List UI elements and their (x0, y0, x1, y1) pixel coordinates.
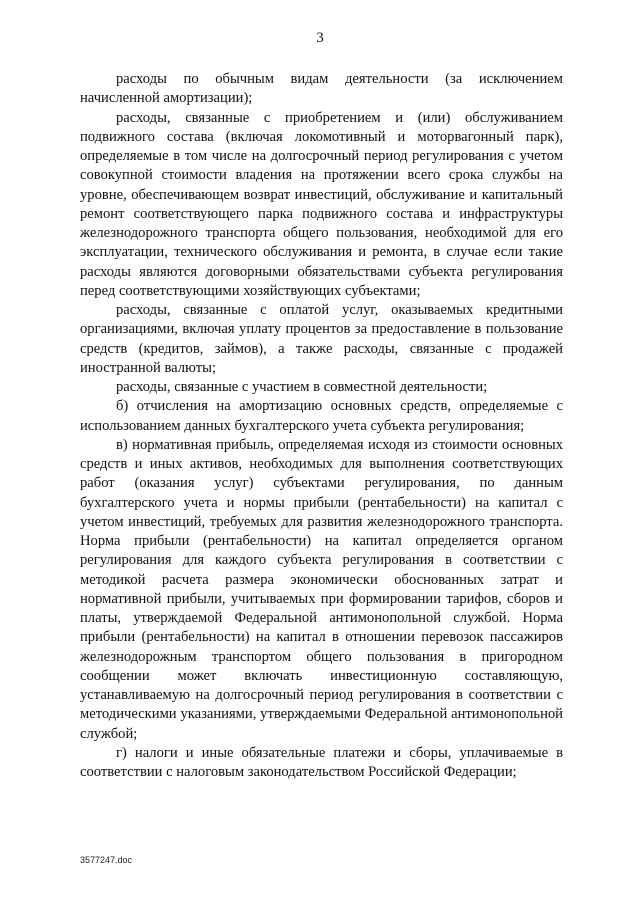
paragraph-joint-activity-expenses: расходы, связанные с участием в совместной деятельности; (116, 379, 488, 395)
footer-filename: 3577247.doc (80, 855, 133, 865)
paragraph-depreciation: б) отчисления на амортизацию основных средств, определяемые с использованием данных бухгалтерского учета субъекта регулирования; (80, 398, 563, 434)
page-number: 3 (316, 30, 324, 46)
paragraph-credit-expenses: расходы, связанные с оплатой услуг, оказываемых кредитными организациями, включая уплату процентов за предоставление в пользование средств (кредитов, займов), а также расходы, связанные с продажей иностранной валюты; (80, 302, 563, 376)
paragraph-ordinary-expenses: расходы по обычным видам деятельности (за исключением начисленной амортизации); (80, 71, 563, 107)
paragraph-rolling-stock-expenses: расходы, связанные с приобретением и (или) обслуживанием подвижного состава (включая локомотивный и моторвагонный парк), определяемые в том числе на долгосрочный период регулирования с учетом совокупной стоимости владения на протяжении всего срока службы на уровне, обеспечивающем возврат инвестиций, обслуживание и капитальный ремонт соответствующего парка подвижного состава и инфраструктуры железнодорожного транспорта общего пользования, необходимой для его эксплуатации, технического обслуживания и ремонта, в случае если такие расходы являются договорными обязательствами субъекта регулирования перед соответствующими хозяйствующих субъектами; (80, 109, 563, 299)
document-body (80, 70, 563, 782)
paragraph-normative-profit: в) нормативная прибыль, определяемая исходя из стоимости основных средств и иных активов, необходимых для выполнения соответствующих работ (оказания услуг) субъектами регулирования, по данным бухгалтерского учета и нормы прибыли (рентабельности) на капитал с учетом инвестиций, требуемых для развития железнодорожного транспорта. Норма прибыли (рентабельности) на капитал определяется органом регулирования для каждого субъекта регулирования в соответствии с методикой расчета размера экономически обоснованных затрат и нормативной прибыли, учитываемых при формировании тарифов, сборов и платы, утверждаемой Федеральной антимонопольной службой. Норма прибыли (рентабельности) на капитал в отношении перевозок пассажиров железнодорожным транспортом общего пользования в пригородном сообщении может включать инвестиционную составляющую, устанавливаемую на долгосрочный период регулирования в соответствии с методическими указаниями, утверждаемыми Федеральной антимонопольной службой; (80, 436, 563, 742)
paragraph-taxes: г) налоги и иные обязательные платежи и сборы, уплачиваемые в соответствии с налоговым законодательством Российской Федерации; (80, 744, 563, 780)
